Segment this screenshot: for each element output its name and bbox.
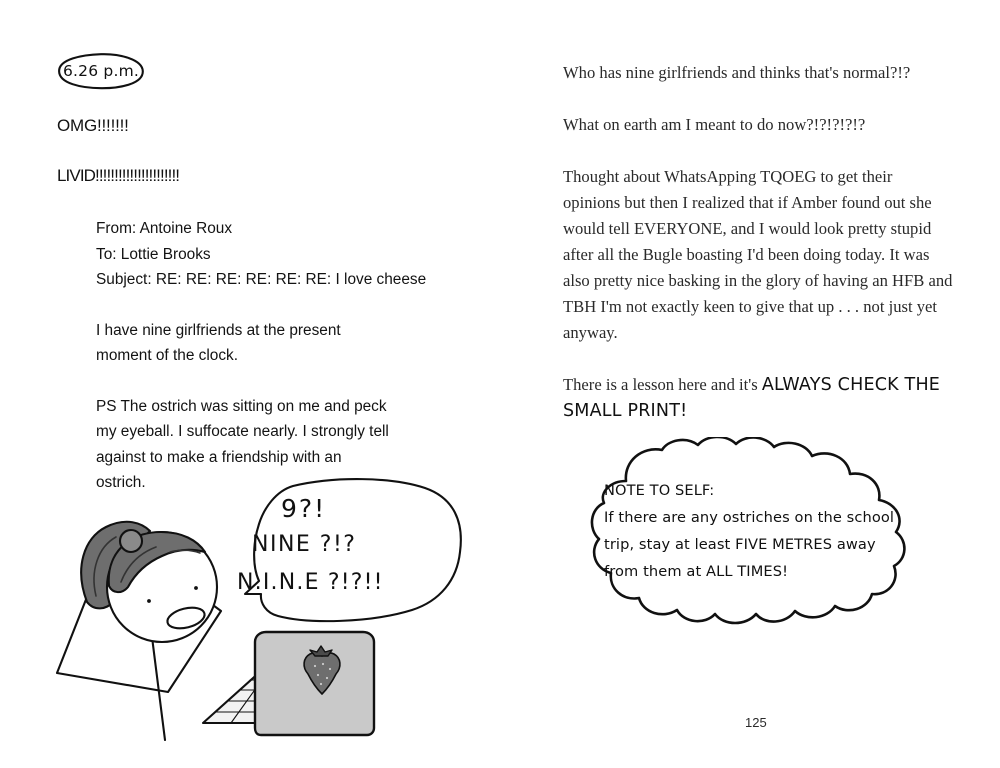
note-to-self-text xyxy=(604,477,894,585)
lesson-prefix: There is a lesson here and it's xyxy=(563,375,762,394)
email-paragraph-1: I have nine girlfriends at the present moment of the clock. xyxy=(96,321,341,364)
right-paragraph-2: What on earth am I meant to do now?!?!?!?!? xyxy=(563,115,866,134)
email-paragraph-2: PS The ostrich was sitting on me and peck my eyeball. I suffocate nearly. I strongly tell against to make a friendship with an ostrich. xyxy=(96,397,389,491)
right-column xyxy=(563,60,953,450)
note-to-self-cloud xyxy=(566,437,930,627)
lesson-emphasis: ALWAYS CHECK THE SMALL PRINT! xyxy=(563,375,941,421)
timestamp-label: 6.26 p.m. xyxy=(62,62,140,80)
email-subject: Subject: RE: RE: RE: RE: RE: RE: I love cheese xyxy=(96,271,427,288)
email-to: To: Lottie Brooks xyxy=(96,245,211,263)
speech-line-3: N.I.N.E ?!?!! xyxy=(237,570,384,595)
speech-line-2: NINE ?!? xyxy=(252,532,357,557)
shout-livid: LIVID!!!!!!!!!!!!!!!!!!!!!! xyxy=(57,166,180,185)
illustration-girl-at-laptop xyxy=(40,470,470,760)
speech-line-1: 9?! xyxy=(281,494,327,523)
timestamp-bubble xyxy=(57,52,145,90)
page-number: 125 xyxy=(745,715,767,730)
lesson-line xyxy=(563,372,953,424)
right-paragraph-1: Who has nine girlfriends and thinks that's normal?!? xyxy=(563,63,911,82)
left-column xyxy=(57,52,477,496)
note-line-3: from them at ALL TIMES! xyxy=(604,563,789,580)
shout-omg: OMG!!!!!!! xyxy=(57,116,129,135)
note-line-1: If there are any ostriches on the school xyxy=(604,509,895,526)
illustration-drawing xyxy=(40,470,470,760)
email-quote xyxy=(96,216,477,496)
email-from: From: Antoine Roux xyxy=(96,220,233,237)
note-heading: NOTE TO SELF: xyxy=(604,482,715,499)
note-line-2: trip, stay at least FIVE METRES away xyxy=(604,536,876,553)
right-paragraph-3: Thought about WhatsApping TQOEG to get their opinions but then I realized that if Amber found out she would tell EVERYONE, and I would look pretty stupid after all the Bugle boasting I'd been doing today. It was also pretty nice basking in the glory of having an HFB and TBH I'm not exactly keen to give that up . . . not just yet anyway. xyxy=(563,167,953,342)
